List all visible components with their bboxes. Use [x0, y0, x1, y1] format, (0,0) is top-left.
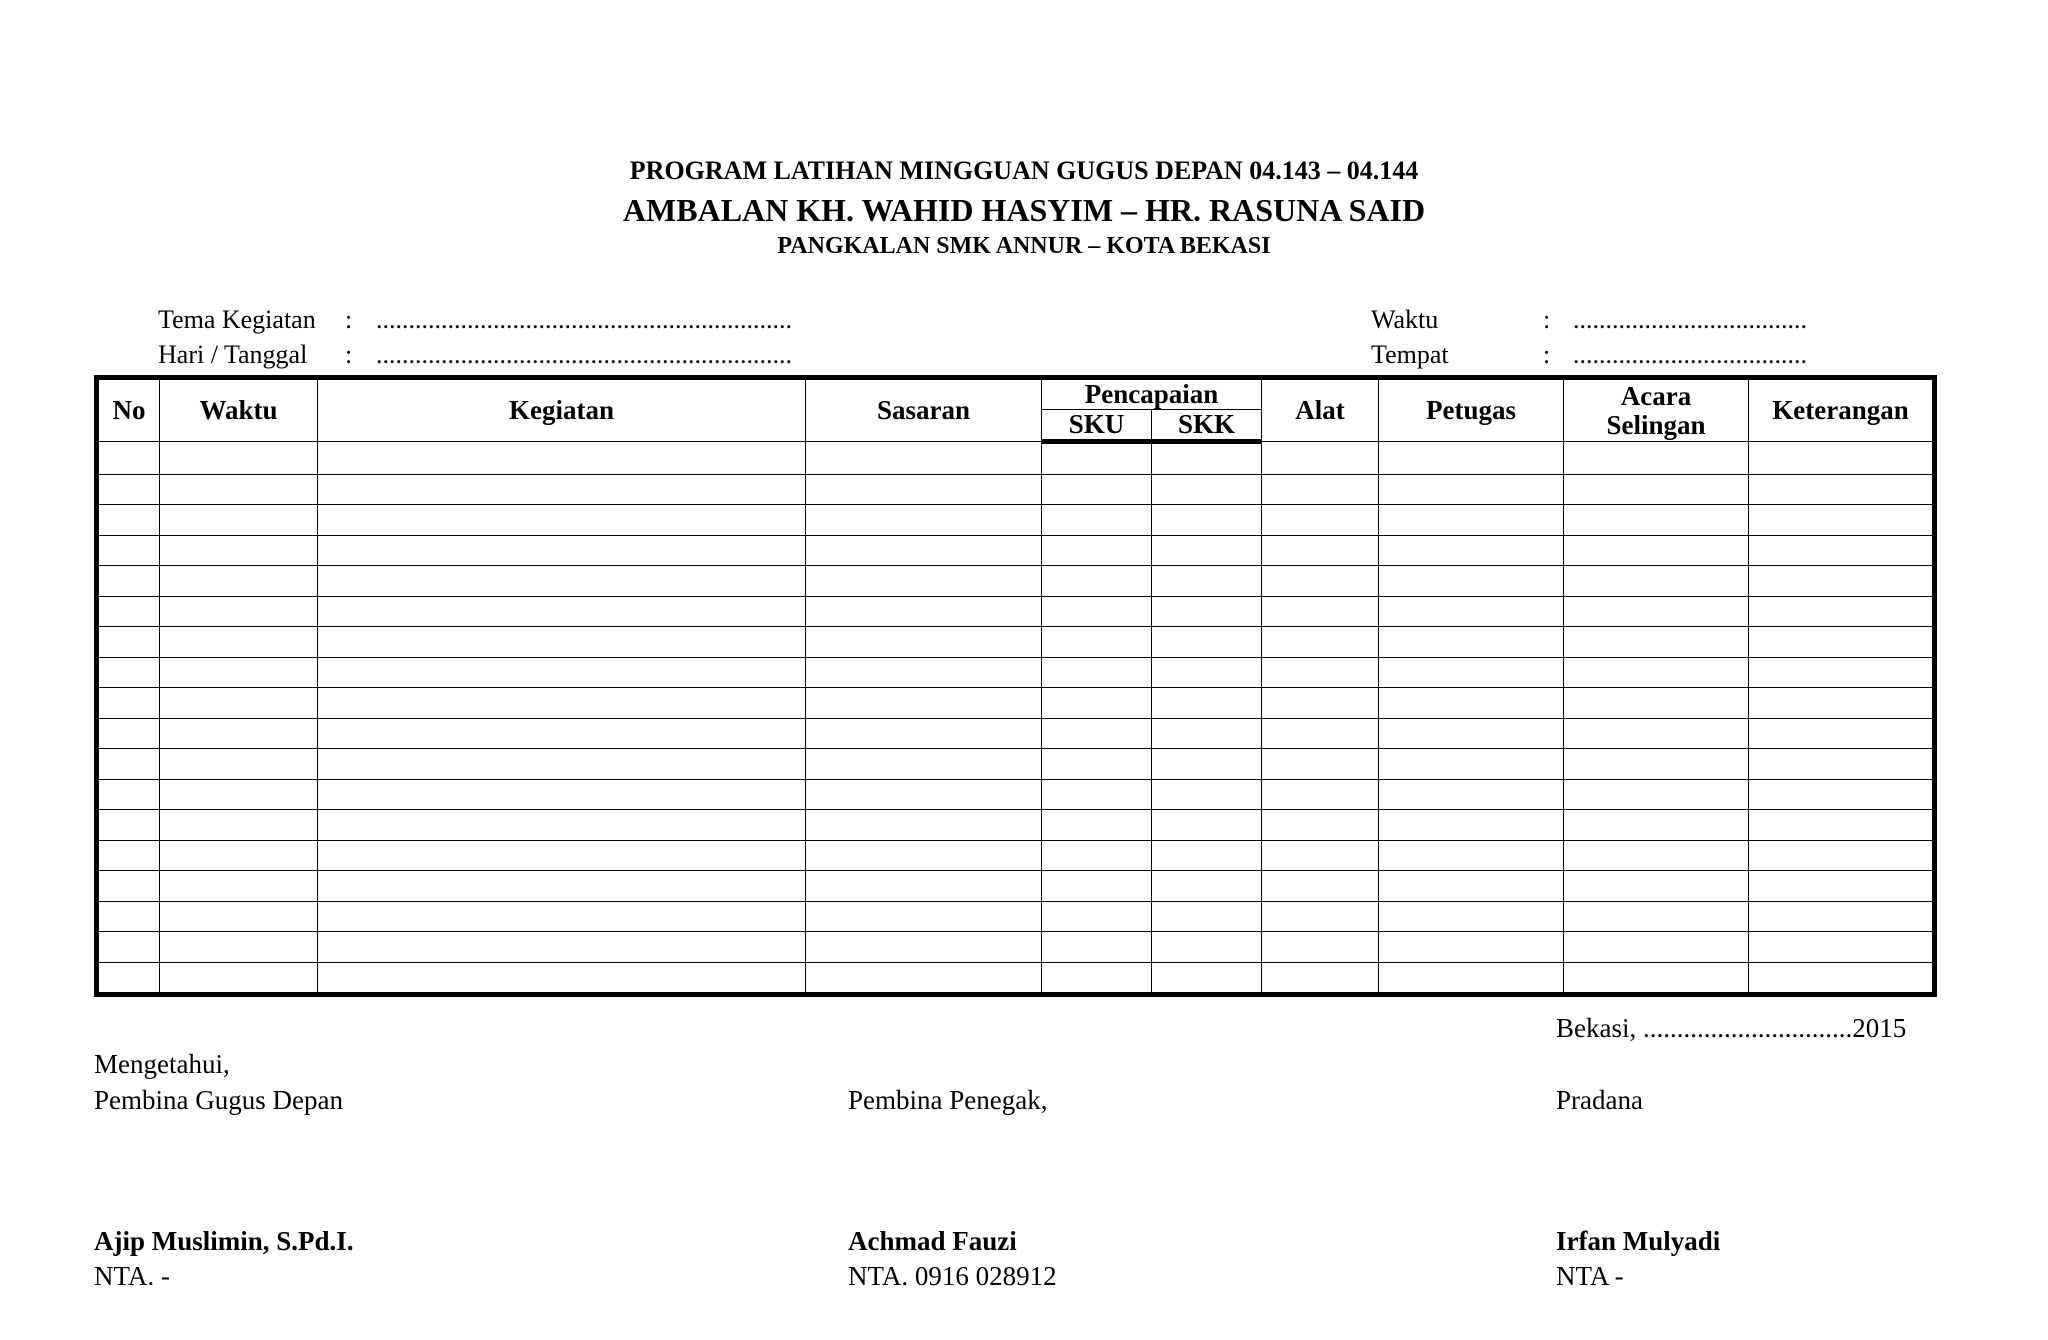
table-cell[interactable]	[1152, 596, 1262, 627]
table-cell[interactable]	[318, 627, 806, 658]
table-cell[interactable]	[1564, 596, 1749, 627]
table-cell[interactable]	[1262, 932, 1379, 963]
table-cell[interactable]	[1152, 688, 1262, 719]
table-row	[97, 474, 1935, 505]
document-title: PROGRAM LATIHAN MINGGUAN GUGUS DEPAN 04.143 – 04.144	[629, 156, 1419, 185]
table-cell[interactable]	[1749, 932, 1935, 963]
table-cell[interactable]	[1564, 901, 1749, 932]
table-cell[interactable]	[1152, 840, 1262, 871]
table-cell[interactable]	[1749, 474, 1935, 505]
table-cell[interactable]	[806, 505, 1042, 536]
table-cell[interactable]	[1749, 810, 1935, 841]
table-cell[interactable]	[1152, 810, 1262, 841]
col-header-sasaran: Sasaran	[806, 378, 1042, 442]
table-cell[interactable]	[806, 688, 1042, 719]
table-cell[interactable]	[97, 566, 160, 597]
table-cell[interactable]	[318, 871, 806, 902]
table-cell[interactable]	[1379, 474, 1564, 505]
table-cell[interactable]	[1262, 840, 1379, 871]
col-header-skk: SKK	[1152, 410, 1262, 442]
table-cell[interactable]	[1042, 505, 1152, 536]
table-row	[97, 566, 1935, 597]
table-cell[interactable]	[1749, 749, 1935, 780]
table-cell[interactable]	[1379, 718, 1564, 749]
table-cell[interactable]	[1749, 901, 1935, 932]
table-row	[97, 657, 1935, 688]
table-cell[interactable]	[1749, 442, 1935, 475]
signatory-role-pradana: Pradana	[1556, 1085, 1643, 1115]
table-row	[97, 810, 1935, 841]
signatory-nta-1: NTA. -	[94, 1261, 170, 1291]
document-subtitle: AMBALAN KH. WAHID HASYIM – HR. RASUNA SAID	[622, 192, 1426, 228]
table-cell[interactable]	[97, 901, 160, 932]
table-cell[interactable]	[97, 535, 160, 566]
table-row	[97, 627, 1935, 658]
table-cell[interactable]	[1262, 596, 1379, 627]
tema-label: Tema Kegiatan	[158, 305, 316, 334]
table-row	[97, 749, 1935, 780]
table-cell[interactable]	[1564, 871, 1749, 902]
table-cell[interactable]	[1262, 779, 1379, 810]
table-cell[interactable]	[1564, 566, 1749, 597]
table-cell[interactable]	[1749, 505, 1935, 536]
table-cell[interactable]	[160, 505, 318, 536]
table-cell[interactable]	[1042, 566, 1152, 597]
table-cell[interactable]	[318, 566, 806, 597]
waktu-label: Waktu	[1371, 305, 1439, 334]
col-header-waktu: Waktu	[160, 378, 318, 442]
col-header-keterangan: Keterangan	[1749, 378, 1935, 442]
table-cell[interactable]	[97, 840, 160, 871]
tema-colon: :	[345, 305, 353, 334]
col-header-acara-line2: Selingan	[1606, 409, 1706, 440]
document-location: PANGKALAN SMK ANNUR – KOTA BEKASI	[777, 233, 1271, 259]
table-cell[interactable]	[1262, 688, 1379, 719]
table-row	[97, 962, 1935, 995]
table-row	[97, 779, 1935, 810]
table-cell[interactable]	[318, 442, 806, 475]
table-cell[interactable]	[160, 718, 318, 749]
table-cell[interactable]	[1379, 901, 1564, 932]
table-cell[interactable]	[160, 657, 318, 688]
table-cell[interactable]	[160, 871, 318, 902]
table-cell[interactable]	[1379, 779, 1564, 810]
table-cell[interactable]	[1749, 657, 1935, 688]
table-cell[interactable]	[1564, 505, 1749, 536]
table-cell[interactable]	[1379, 749, 1564, 780]
table-cell[interactable]	[97, 749, 160, 780]
hari-field[interactable]: ................................................................	[376, 340, 792, 369]
table-cell[interactable]	[97, 871, 160, 902]
table-cell[interactable]	[806, 779, 1042, 810]
tema-field[interactable]: ................................................................	[376, 305, 792, 334]
table-cell[interactable]	[1262, 718, 1379, 749]
table-cell[interactable]	[160, 566, 318, 597]
table-cell[interactable]	[1749, 779, 1935, 810]
table-cell[interactable]	[160, 901, 318, 932]
table-cell[interactable]	[1379, 688, 1564, 719]
table-cell[interactable]	[1262, 871, 1379, 902]
signatory-role-pembina-penegak: Pembina Penegak,	[848, 1085, 1048, 1115]
table-cell[interactable]	[806, 718, 1042, 749]
table-row	[97, 442, 1935, 475]
table-cell[interactable]	[1152, 962, 1262, 995]
mengetahui-label: Mengetahui,	[94, 1049, 230, 1079]
table-cell[interactable]	[1379, 657, 1564, 688]
table-cell[interactable]	[160, 442, 318, 475]
table-cell[interactable]	[1152, 442, 1262, 475]
table-cell[interactable]	[318, 779, 806, 810]
table-cell[interactable]	[1262, 901, 1379, 932]
table-cell[interactable]	[1042, 627, 1152, 658]
table-cell[interactable]	[1262, 442, 1379, 475]
col-header-alat: Alat	[1262, 378, 1379, 442]
table-cell[interactable]	[160, 474, 318, 505]
table-cell[interactable]	[1564, 627, 1749, 658]
table-cell[interactable]	[318, 840, 806, 871]
table-cell[interactable]	[1379, 442, 1564, 475]
table-cell[interactable]	[806, 596, 1042, 627]
table-cell[interactable]	[1042, 901, 1152, 932]
table-cell[interactable]	[1042, 749, 1152, 780]
table-row	[97, 596, 1935, 627]
table-cell[interactable]	[97, 442, 160, 475]
table-cell[interactable]	[1749, 535, 1935, 566]
table-cell[interactable]	[160, 932, 318, 963]
signatory-nta-3: NTA -	[1556, 1261, 1624, 1291]
table-cell[interactable]	[160, 810, 318, 841]
table-cell[interactable]	[1042, 535, 1152, 566]
table-cell[interactable]	[1262, 505, 1379, 536]
table-cell[interactable]	[1564, 718, 1749, 749]
table-cell[interactable]	[1152, 535, 1262, 566]
table-cell[interactable]	[1749, 566, 1935, 597]
table-cell[interactable]	[160, 535, 318, 566]
table-cell[interactable]	[1042, 779, 1152, 810]
table-cell[interactable]	[318, 657, 806, 688]
col-header-petugas: Petugas	[1379, 378, 1564, 442]
table-cell[interactable]	[1152, 566, 1262, 597]
table-cell[interactable]	[1379, 871, 1564, 902]
table-cell[interactable]	[318, 535, 806, 566]
hari-label: Hari / Tanggal	[158, 340, 308, 369]
table-cell[interactable]	[1152, 749, 1262, 780]
table-cell[interactable]	[1042, 688, 1152, 719]
table-cell[interactable]	[160, 962, 318, 995]
hari-colon: :	[345, 340, 353, 369]
table-cell[interactable]	[1042, 596, 1152, 627]
signatory-role-gugus-depan: Pembina Gugus Depan	[94, 1085, 343, 1115]
table-row	[97, 871, 1935, 902]
table-cell[interactable]	[1749, 962, 1935, 995]
table-cell[interactable]	[1042, 718, 1152, 749]
schedule-table	[94, 375, 1937, 997]
col-header-no: No	[97, 378, 160, 442]
table-row	[97, 901, 1935, 932]
table-cell[interactable]	[318, 810, 806, 841]
tempat-colon: :	[1543, 340, 1551, 369]
table-cell[interactable]	[806, 962, 1042, 995]
table-cell[interactable]	[97, 779, 160, 810]
signatory-nta-2: NTA. 0916 028912	[848, 1261, 1057, 1291]
table-cell[interactable]	[1042, 962, 1152, 995]
table-cell[interactable]	[1042, 474, 1152, 505]
table-cell[interactable]	[160, 688, 318, 719]
table-cell[interactable]	[318, 901, 806, 932]
col-header-acara-line1: Acara	[1620, 381, 1692, 412]
table-cell[interactable]	[1152, 474, 1262, 505]
table-cell[interactable]	[1749, 688, 1935, 719]
table-cell[interactable]	[806, 932, 1042, 963]
table-cell[interactable]	[1042, 871, 1152, 902]
table-cell[interactable]	[97, 962, 160, 995]
table-cell[interactable]	[1152, 871, 1262, 902]
tempat-label: Tempat	[1371, 340, 1449, 369]
table-cell[interactable]	[1749, 596, 1935, 627]
table-cell[interactable]	[318, 505, 806, 536]
signatory-name-2: Achmad Fauzi	[848, 1226, 1017, 1256]
table-body	[97, 442, 1935, 995]
table-cell[interactable]	[1379, 932, 1564, 963]
table-cell[interactable]	[1564, 810, 1749, 841]
table-cell[interactable]	[160, 627, 318, 658]
table-cell[interactable]	[1152, 718, 1262, 749]
table-cell[interactable]	[1379, 535, 1564, 566]
table-cell[interactable]	[97, 688, 160, 719]
table-cell[interactable]	[97, 474, 160, 505]
table-cell[interactable]	[318, 688, 806, 719]
waktu-colon: :	[1543, 305, 1551, 334]
table-cell[interactable]	[806, 566, 1042, 597]
table-cell[interactable]	[318, 596, 806, 627]
table-cell[interactable]	[1262, 657, 1379, 688]
table-cell[interactable]	[1564, 474, 1749, 505]
table-cell[interactable]	[806, 840, 1042, 871]
table-cell[interactable]	[806, 749, 1042, 780]
table-cell[interactable]	[1042, 840, 1152, 871]
table-cell[interactable]	[97, 810, 160, 841]
table-cell[interactable]	[97, 505, 160, 536]
table-cell[interactable]	[1042, 932, 1152, 963]
table-cell[interactable]	[318, 749, 806, 780]
table-cell[interactable]	[1042, 657, 1152, 688]
date-line[interactable]: Bekasi, ...............................2015	[1556, 1013, 1907, 1043]
table-cell[interactable]	[1262, 962, 1379, 995]
table-cell[interactable]	[1152, 901, 1262, 932]
tempat-field[interactable]: ....................................	[1573, 340, 1807, 369]
table-cell[interactable]	[1152, 779, 1262, 810]
table-cell[interactable]	[1564, 535, 1749, 566]
table-cell[interactable]	[1152, 657, 1262, 688]
table-cell[interactable]	[1152, 505, 1262, 536]
table-cell[interactable]	[97, 657, 160, 688]
signatory-name-3: Irfan Mulyadi	[1556, 1226, 1721, 1256]
table-cell[interactable]	[160, 840, 318, 871]
table-row	[97, 932, 1935, 963]
col-header-pencapaian: Pencapaian	[1042, 378, 1262, 410]
table-cell[interactable]	[318, 474, 806, 505]
table-cell[interactable]	[97, 932, 160, 963]
table-cell[interactable]	[1262, 810, 1379, 841]
table-cell[interactable]	[1564, 657, 1749, 688]
col-header-acara-selingan	[1564, 378, 1749, 442]
table-cell[interactable]	[1262, 627, 1379, 658]
table-cell[interactable]	[806, 657, 1042, 688]
table-cell[interactable]	[1262, 535, 1379, 566]
table-cell[interactable]	[1379, 810, 1564, 841]
table-cell[interactable]	[1152, 932, 1262, 963]
table-cell[interactable]	[1564, 749, 1749, 780]
table-cell[interactable]	[160, 749, 318, 780]
table-cell[interactable]	[1379, 840, 1564, 871]
table-cell[interactable]	[806, 810, 1042, 841]
table-cell[interactable]	[1262, 749, 1379, 780]
table-cell[interactable]	[806, 627, 1042, 658]
table-cell[interactable]	[1262, 566, 1379, 597]
table-row	[97, 840, 1935, 871]
table-cell[interactable]	[1749, 718, 1935, 749]
table-cell[interactable]	[1564, 840, 1749, 871]
waktu-field[interactable]: ....................................	[1573, 305, 1807, 334]
table-cell[interactable]	[1749, 627, 1935, 658]
table-cell[interactable]	[1564, 932, 1749, 963]
table-row	[97, 535, 1935, 566]
table-cell[interactable]	[806, 901, 1042, 932]
table-row	[97, 505, 1935, 536]
table-cell[interactable]	[1152, 627, 1262, 658]
table-cell[interactable]	[1564, 962, 1749, 995]
table-cell[interactable]	[1379, 566, 1564, 597]
table-cell[interactable]	[806, 474, 1042, 505]
table-cell[interactable]	[318, 962, 806, 995]
col-header-sku: SKU	[1042, 410, 1152, 442]
table-cell[interactable]	[1379, 962, 1564, 995]
table-cell[interactable]	[806, 535, 1042, 566]
table-cell[interactable]	[1379, 596, 1564, 627]
table-cell[interactable]	[97, 596, 160, 627]
table-cell[interactable]	[1379, 627, 1564, 658]
table-cell[interactable]	[160, 779, 318, 810]
table-cell[interactable]	[1042, 810, 1152, 841]
table-cell[interactable]	[1564, 442, 1749, 475]
table-cell[interactable]	[1749, 840, 1935, 871]
table-cell[interactable]	[318, 718, 806, 749]
table-row	[97, 718, 1935, 749]
table-row	[97, 688, 1935, 719]
table-cell[interactable]	[97, 627, 160, 658]
table-cell[interactable]	[97, 718, 160, 749]
table-cell[interactable]	[160, 596, 318, 627]
table-cell[interactable]	[1564, 688, 1749, 719]
signatory-name-1: Ajip Muslimin, S.Pd.I.	[94, 1226, 354, 1256]
table-cell[interactable]	[806, 871, 1042, 902]
table-cell[interactable]	[1379, 505, 1564, 536]
table-cell[interactable]	[318, 932, 806, 963]
table-cell[interactable]	[1042, 442, 1152, 475]
table-cell[interactable]	[1564, 779, 1749, 810]
col-header-kegiatan: Kegiatan	[318, 378, 806, 442]
table-cell[interactable]	[806, 442, 1042, 475]
table-cell[interactable]	[1749, 871, 1935, 902]
table-cell[interactable]	[1262, 474, 1379, 505]
